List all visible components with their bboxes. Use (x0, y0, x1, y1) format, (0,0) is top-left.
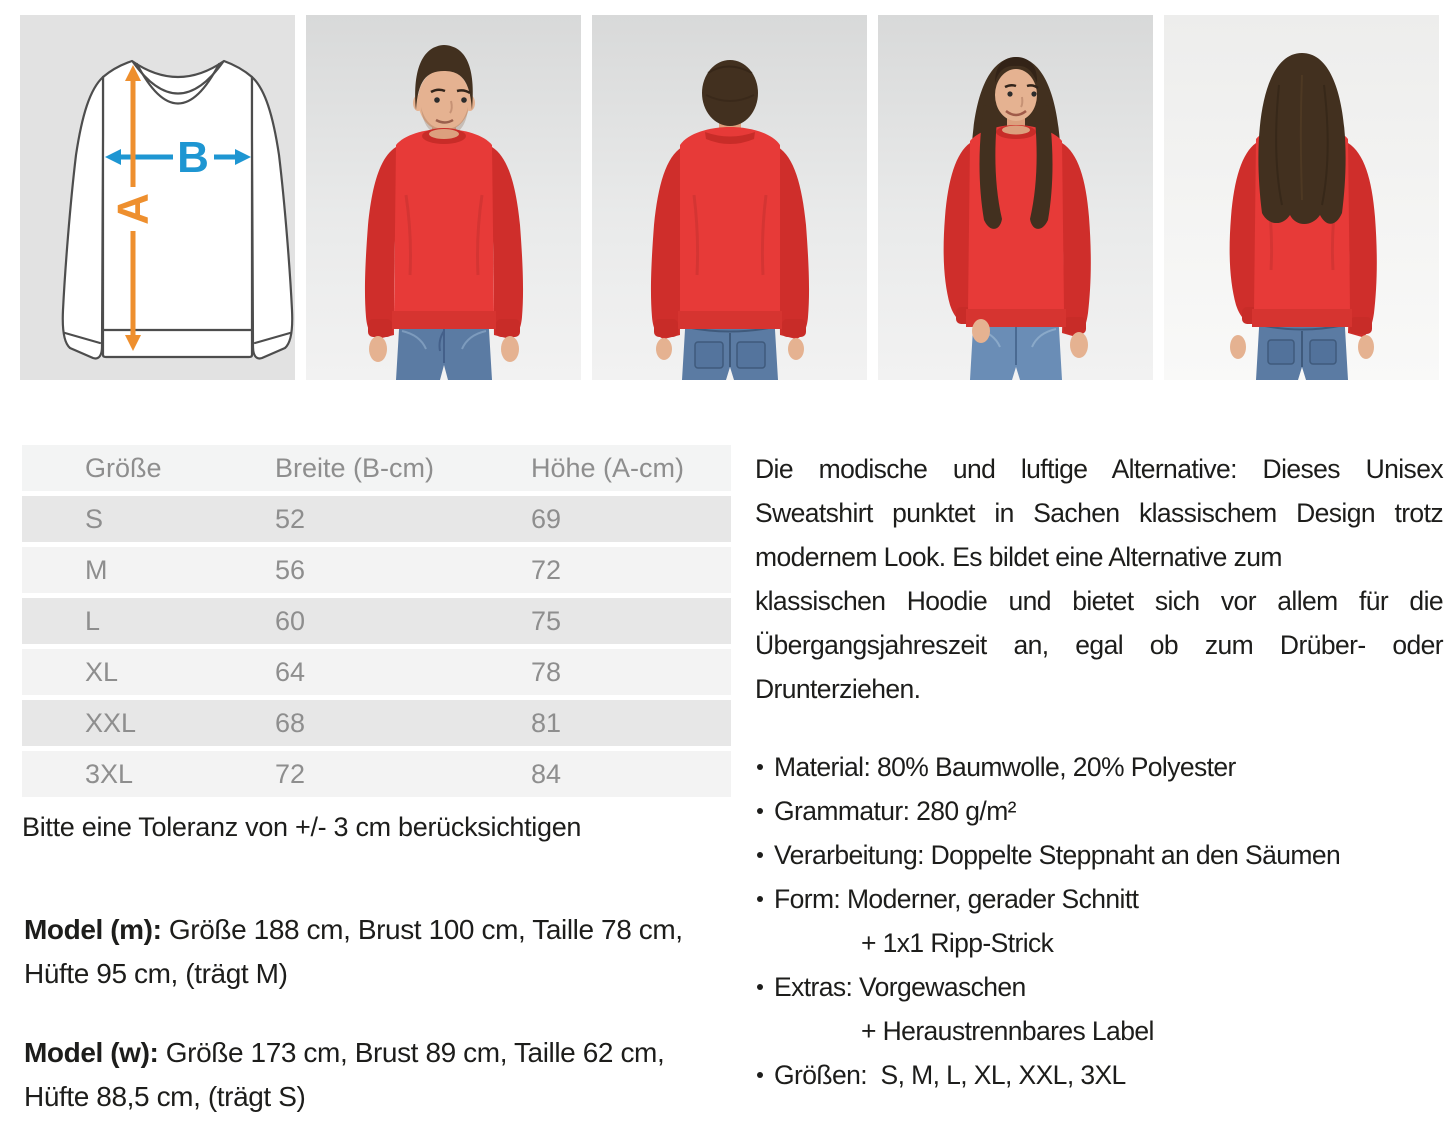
model-female-label: Model (w): (24, 1037, 159, 1068)
feature-text: Form: Moderner, gerader Schnitt (774, 884, 1139, 914)
bullet-dot-icon (757, 1072, 763, 1078)
width-cell: 52 (275, 503, 306, 534)
product-description (755, 447, 1443, 711)
feature-text: + 1x1 Ripp-Strick (861, 928, 1054, 958)
feature-item-continuation (757, 1009, 1445, 1053)
width-cell: 60 (275, 605, 306, 636)
bullet-dot-icon (757, 764, 763, 770)
feature-item (757, 965, 1445, 1009)
feature-text: Material: 80% Baumwolle, 20% Polyester (774, 752, 1236, 782)
feature-item (757, 745, 1445, 789)
description-line: Sweatshirt punktet in Sachen klassischem Design trotz (755, 498, 1443, 528)
left-hand (1230, 335, 1246, 359)
col-header-groesse: Größe (85, 452, 162, 483)
size-cell: XL (85, 656, 119, 687)
photo-male-front (306, 15, 581, 380)
photo-female-front (878, 15, 1153, 380)
size-diagram-image (20, 15, 295, 380)
size-table-header-row (22, 445, 731, 491)
size-cell: XXL (85, 707, 137, 738)
description-line: klassischen Hoodie und bietet sich vor allem für die (755, 586, 1443, 616)
table-row (22, 700, 731, 746)
height-cell: 75 (531, 605, 562, 636)
feature-text: Verarbeitung: Doppelte Steppnaht an den Säumen (774, 840, 1341, 870)
photo-male-back (592, 15, 867, 380)
feature-text: Grammatur: 280 g/m² (774, 796, 1016, 826)
height-cell: 72 (531, 554, 562, 585)
male-back-illustration (592, 15, 867, 380)
size-cell: 3XL (85, 758, 134, 789)
size-cell: S (85, 503, 104, 534)
feature-item (757, 789, 1445, 833)
size-cell: M (85, 554, 108, 585)
description-line: Übergangsjahreszeit an, egal ob zum Drüber- oder (755, 630, 1443, 660)
right-hand (501, 336, 519, 362)
bullet-dot-icon (757, 808, 763, 814)
feature-text: Größen: S, M, L, XL, XXL, 3XL (774, 1060, 1126, 1090)
height-cell: 81 (531, 707, 562, 738)
right-hand (788, 338, 804, 360)
height-cell: 78 (531, 656, 562, 687)
description-line: Drunterziehen. (755, 674, 921, 704)
sweatshirt-back (651, 127, 809, 339)
model-female-info (24, 1031, 724, 1119)
bullet-dot-icon (757, 896, 763, 902)
female-front-illustration (878, 15, 1153, 380)
left-hand (369, 336, 387, 362)
feature-text: Extras: Vorgewaschen (774, 972, 1026, 1002)
description-line: Die modische und luftige Alternative: Dieses Unisex (755, 454, 1443, 484)
sweatshirt (944, 125, 1091, 337)
col-header-breite: Breite (B-cm) (275, 452, 435, 483)
width-cell: 68 (275, 707, 306, 738)
size-cell: L (85, 605, 101, 636)
sweatshirt (365, 128, 523, 339)
height-cell: 69 (531, 503, 562, 534)
hair-back (1258, 53, 1345, 224)
model-female-details: Größe 173 cm, Brust 89 cm, Taille 62 cm, Hüfte 88,5 cm, (trägt S) (24, 1037, 665, 1112)
female-back-illustration (1164, 15, 1439, 380)
height-cell: 84 (531, 758, 562, 789)
male-front-illustration (306, 15, 581, 380)
sweatshirt-outline (63, 61, 292, 358)
col-header-hoehe: Höhe (A-cm) (531, 452, 685, 483)
sweatshirt-measurement-diagram (20, 15, 295, 380)
feature-item-continuation (757, 921, 1445, 965)
description-line: modernem Look. Es bildet eine Alternative zum (755, 542, 1282, 572)
feature-item (757, 1053, 1445, 1097)
product-image-strip (20, 15, 1439, 380)
size-table (22, 445, 731, 802)
feature-item (757, 877, 1445, 921)
feature-list (757, 745, 1445, 1097)
right-hand (1358, 335, 1374, 359)
left-hand-in-pocket (972, 319, 990, 343)
model-male-label: Model (m): (24, 914, 162, 945)
photo-female-back (1164, 15, 1439, 380)
table-row (22, 649, 731, 695)
model-male-details: Größe 188 cm, Brust 100 cm, Taille 78 cm, Hüfte 95 cm, (trägt M) (24, 914, 683, 989)
width-cell: 56 (275, 554, 306, 585)
width-cell: 64 (275, 656, 306, 687)
table-row (22, 751, 731, 797)
head (413, 45, 475, 141)
feature-text: + Heraustrennbares Label (861, 1016, 1154, 1046)
table-row (22, 547, 731, 593)
feature-item (757, 833, 1445, 877)
table-row (22, 496, 731, 542)
tolerance-note: Bitte eine Toleranz von +/- 3 cm berücksichtigen (22, 812, 582, 842)
label-b: B (177, 133, 209, 182)
width-cell: 72 (275, 758, 306, 789)
model-male-info (24, 908, 724, 996)
label-a: A (108, 193, 158, 225)
table-row (22, 598, 731, 644)
right-hand (1070, 332, 1088, 358)
left-hand (656, 338, 672, 360)
bullet-dot-icon (757, 852, 763, 858)
bullet-dot-icon (757, 984, 763, 990)
